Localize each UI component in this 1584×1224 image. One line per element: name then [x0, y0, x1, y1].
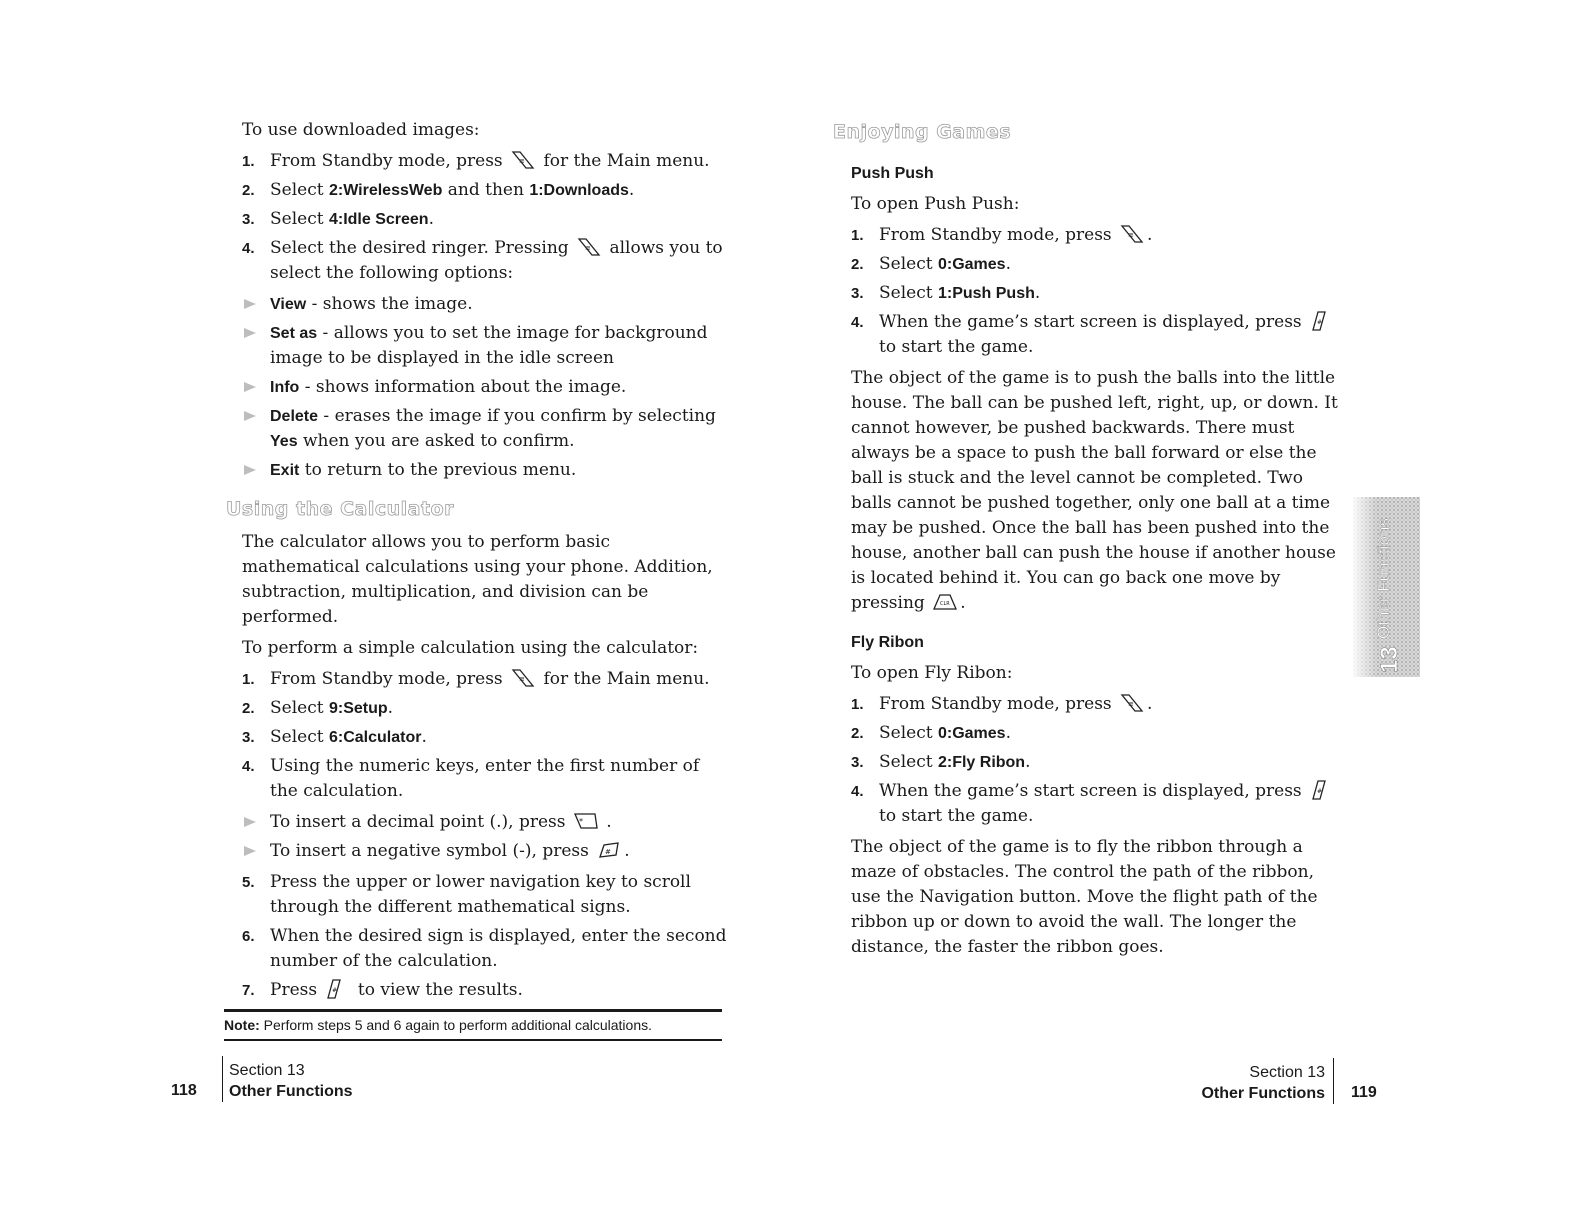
list-item: To insert a decimal point (.), press . — [242, 810, 732, 835]
calculator-intro: To perform a simple calculation using the calculator: — [242, 638, 699, 658]
clear-key-icon — [932, 591, 958, 613]
tab-label: Other Functions — [1374, 518, 1393, 639]
list-item: Delete - erases the image if you confirm by selecting Yes when you are asked to confirm. — [242, 404, 732, 454]
push-push-steps — [851, 223, 1341, 360]
chapter-tab — [1353, 497, 1420, 677]
list-item: 3. Select 2:Fly Ribon. — [851, 752, 1031, 772]
list-item: 4. Using the numeric keys, enter the first number of the calculation. — [242, 756, 700, 801]
page-number-right: 119 — [1351, 1084, 1377, 1101]
list-item: 4. When the game’s start screen is displayed, press to start the game. — [851, 310, 1341, 360]
send-key-icon — [324, 978, 350, 1000]
arrow-bullet-icon — [244, 411, 256, 421]
list-item: View - shows the image. — [242, 292, 732, 317]
fly-ribon-description: The object of the game is to fly the ribbon through a maze of obstacles. The control the path of the ribbon, use the Navigation button. Move the flight path of the ribbon up or down to avoid the wall. The longer the distance, the faster the ribbon goes. — [851, 837, 1318, 957]
list-item: 1. From Standby mode, press for the Main menu. — [242, 151, 710, 171]
fly-ribon-intro: To open Fly Ribon: — [851, 663, 1013, 683]
right-column — [833, 118, 1341, 966]
arrow-bullet-icon — [244, 817, 256, 827]
arrow-bullet-icon — [244, 846, 256, 856]
list-item: 3. Select 6:Calculator. — [242, 727, 427, 747]
list-item: Exit to return to the previous menu. — [242, 458, 732, 483]
note-text: Perform steps 5 and 6 again to perform additional calculations. — [259, 1017, 652, 1033]
list-item: Info - shows information about the image. — [242, 375, 732, 400]
arrow-bullet-icon — [244, 299, 256, 309]
menu-key-icon — [510, 667, 536, 689]
list-item: 5. Press the upper or lower navigation key to scroll through the different mathematical signs. — [242, 872, 691, 917]
footer-divider — [1333, 1058, 1334, 1104]
list-item: 6. When the desired sign is displayed, enter the second number of the calculation. — [242, 926, 727, 971]
list-item: 2. Select 9:Setup. — [242, 698, 394, 718]
send-key-icon — [1309, 310, 1335, 332]
list-item: 2. Select 0:Games. — [851, 723, 1011, 743]
footer-right: Section 13 Other Functions — [1201, 1064, 1325, 1102]
left-column — [226, 118, 732, 1009]
arrow-bullet-icon — [244, 465, 256, 475]
list-item: 3. Select 4:Idle Screen. — [242, 209, 434, 229]
calculator-paragraph: The calculator allows you to perform basic mathematical calculations using your phone. Addition, subtraction, multiplication, and division can be performed. — [242, 532, 713, 627]
menu-key-icon — [1119, 223, 1145, 245]
calculator-steps — [242, 667, 732, 804]
page-number-left: 118 — [171, 1082, 197, 1099]
tab-number: 13 — [1376, 646, 1403, 673]
footer-divider — [222, 1056, 223, 1102]
list-item: 7. Press to view the results. — [242, 980, 523, 1000]
menu-key-icon — [1119, 692, 1145, 714]
list-item: 1. From Standby mode, press for the Main menu. — [242, 669, 710, 689]
note-label: Note: — [224, 1017, 260, 1033]
push-push-description: The object of the game is to push the balls into the little house. The ball can be pushed left, right, up, or down. It cannot however, be pushed backwards. There must always be a space to push the ball forward or else the ball is stuck and the level cannot be completed. Two balls cannot be pushed together, only one ball at a time may be pushed. Once the ball has been pushed into the house, another ball can push the house if another house is located behind it. You can go back one move by pressing . — [851, 368, 1338, 613]
list-item: 2. Select 0:Games. — [851, 254, 1011, 274]
push-push-intro: To open Push Push: — [851, 194, 1020, 214]
list-item: Set as - allows you to set the image for background image to be displayed in the idle screen — [242, 321, 732, 371]
menu-key-icon — [510, 149, 536, 171]
note-box — [224, 1009, 722, 1041]
list-item: 4. When the game’s start screen is displayed, press to start the game. — [851, 779, 1341, 829]
calculator-bullets — [242, 810, 732, 864]
list-item: 1. From Standby mode, press . — [851, 694, 1153, 714]
list-item: To insert a negative symbol (-), press . — [242, 839, 732, 864]
push-push-title: Push Push — [851, 165, 934, 182]
list-item: 4. Select the desired ringer. Pressing allows you to select the following options: — [242, 238, 723, 283]
list-item: 3. Select 1:Push Push. — [851, 283, 1041, 303]
fly-ribon-steps — [851, 692, 1341, 829]
download-steps — [242, 149, 732, 286]
games-heading: Enjoying Games — [833, 121, 1012, 143]
send-key-icon — [1309, 779, 1335, 801]
list-item: 2. Select 2:WirelessWeb and then 1:Downloads. — [242, 180, 635, 200]
star-key-icon — [573, 810, 599, 832]
pound-key-icon — [596, 839, 622, 861]
arrow-bullet-icon — [244, 328, 256, 338]
footer-left: Section 13 Other Functions — [229, 1062, 353, 1100]
calculator-heading: Using the Calculator — [226, 498, 455, 520]
image-options — [242, 292, 732, 483]
menu-key-icon — [576, 236, 602, 258]
calculator-steps-continued — [242, 870, 732, 1003]
list-item: 1. From Standby mode, press . — [851, 225, 1153, 245]
intro-text: To use downloaded images: — [242, 120, 480, 140]
fly-ribon-title: Fly Ribon — [851, 634, 924, 651]
arrow-bullet-icon — [244, 382, 256, 392]
